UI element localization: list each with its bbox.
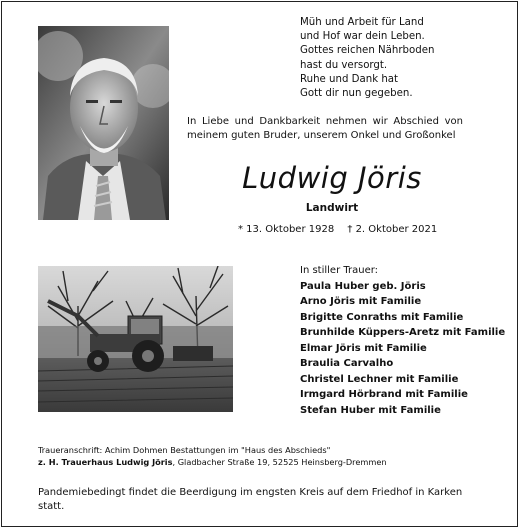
intro-line: In Liebe und Dankbarkeit nehmen wir Abschied von xyxy=(187,116,463,127)
poem-line: und Hof war dein Leben. xyxy=(300,31,425,43)
mourner-name: Arno Jöris mit Familie xyxy=(300,296,422,307)
address-recipient: z. H. Trauerhaus Ludwig Jöris xyxy=(38,456,173,467)
poem-line: Ruhe und Dank hat xyxy=(300,73,399,85)
tractor-photo xyxy=(38,266,233,412)
mourners-list xyxy=(300,263,510,418)
poem-line: hast du versorgt. xyxy=(300,59,388,71)
poem-verse xyxy=(300,16,500,101)
mourner-name: Braulia Carvalho xyxy=(300,358,394,369)
funeral-notice: Pandemiebedingt findet die Beerdigung im engsten Kreis auf dem Friedhof in Karken statt. xyxy=(38,487,463,512)
mourner-name: Elmar Jöris mit Familie xyxy=(300,342,427,354)
mourner-name: Brunhilde Küppers-Aretz mit Familie xyxy=(300,327,506,338)
deceased-name: Ludwig Jöris xyxy=(242,161,422,195)
mourner-name: Paula Huber geb. Jöris xyxy=(300,280,426,292)
mourner-name: Irmgard Hörbrand mit Familie xyxy=(300,389,468,400)
address-street: , Gladbacher Straße 19, 52525 Heinsberg-Dremmen xyxy=(172,456,387,467)
intro-line: meinem guten Bruder, unserem Onkel und Großonkel xyxy=(187,130,456,141)
mourner-name: Brigitte Conraths mit Familie xyxy=(300,311,464,323)
mourning-heading: In stiller Trauer: xyxy=(300,265,379,276)
poem-line: Müh und Arbeit für Land xyxy=(300,17,424,28)
condolence-address xyxy=(38,445,498,468)
death-date: † 2. Oktober 2021 xyxy=(347,224,438,235)
address-line: Traueranschrift: Achim Dohmen Bestattungen im "Haus des Abschieds" xyxy=(38,445,331,455)
mourner-name: Christel Lechner mit Familie xyxy=(300,373,459,385)
birth-date: * 13. Oktober 1928 xyxy=(238,224,335,235)
life-dates xyxy=(238,224,447,235)
deceased-occupation: Landwirt xyxy=(305,202,359,214)
portrait-photo xyxy=(38,26,169,220)
mourner-name: Stefan Huber mit Familie xyxy=(300,404,441,416)
poem-line: Gottes reichen Nährboden xyxy=(300,45,435,57)
address-line xyxy=(38,457,498,469)
poem-line: Gott dir nun gegeben. xyxy=(300,88,413,100)
farewell-intro xyxy=(187,115,463,143)
